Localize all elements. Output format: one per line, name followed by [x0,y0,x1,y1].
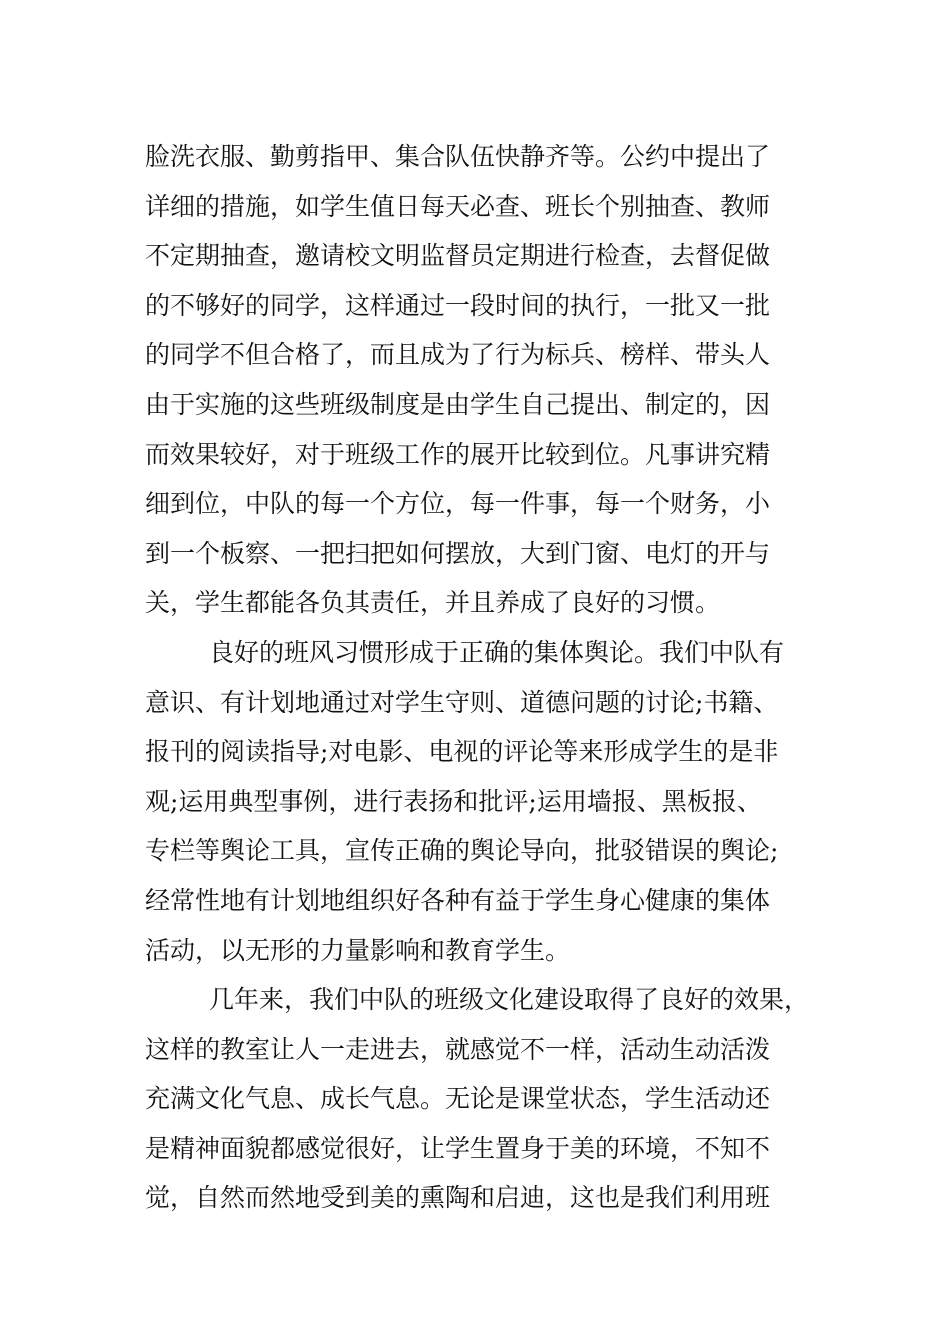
text-line: 由于实施的这些班级制度是由学生自己提出、制定的，因 [145,389,771,419]
text-line: 经常性地有计划地组织好各种有益于学生身心健康的集体 [145,885,771,915]
text-line: 是精神面貌都感觉很好，让学生置身于美的环境，不知不 [145,1133,771,1163]
text-line: 不定期抽查，邀请校文明监督员定期进行检查，去督促做 [145,241,771,271]
paragraph-first-line: 良好的班风习惯形成于正确的集体舆论。我们中队有 [209,637,785,667]
text-line: 的不够好的同学，这样通过一段时间的执行，一批又一批 [145,290,771,320]
paragraph-first-line: 几年来，我们中队的班级文化建设取得了良好的效果， [209,985,810,1015]
text-line: 观;运用典型事例，进行表扬和批评;运用墙报、黑板报、 [145,786,762,816]
text-line: 专栏等舆论工具，宣传正确的舆论导向，批驳错误的舆论; [145,836,779,866]
text-line: 报刊的阅读指导;对电影、电视的评论等来形成学生的是非 [145,737,779,767]
text-line: 活动，以无形的力量影响和教育学生。 [145,935,571,965]
text-line: 细到位，中队的每一个方位，每一件事，每一个财务，小 [145,489,771,519]
text-line: 详细的措施，如学生值日每天必查、班长个别抽查、教师 [145,191,771,221]
text-line: 脸洗衣服、勤剪指甲、集合队伍快静齐等。公约中提出了 [145,142,771,171]
text-line: 充满文化气息、成长气息。无论是课堂状态，学生活动还 [145,1084,771,1114]
text-line: 到一个板察、一把扫把如何摆放，大到门窗、电灯的开与 [145,538,771,568]
text-line: 觉，自然而然地受到美的熏陶和启迪，这也是我们利用班 [145,1183,771,1213]
text-line: 关，学生都能各负其责任，并且养成了良好的习惯。 [145,588,721,618]
text-line: 这样的教室让人一走进去，就感觉不一样，活动生动活泼 [145,1034,771,1064]
body-text [145,132,815,1223]
text-line: 意识、有计划地通过对学生守则、道德问题的讨论;书籍、 [145,687,779,717]
text-line: 而效果较好，对于班级工作的展开比较到位。凡事讲究精 [145,439,771,469]
text-line: 的同学不但合格了，而且成为了行为标兵、榜样、带头人 [145,340,771,370]
